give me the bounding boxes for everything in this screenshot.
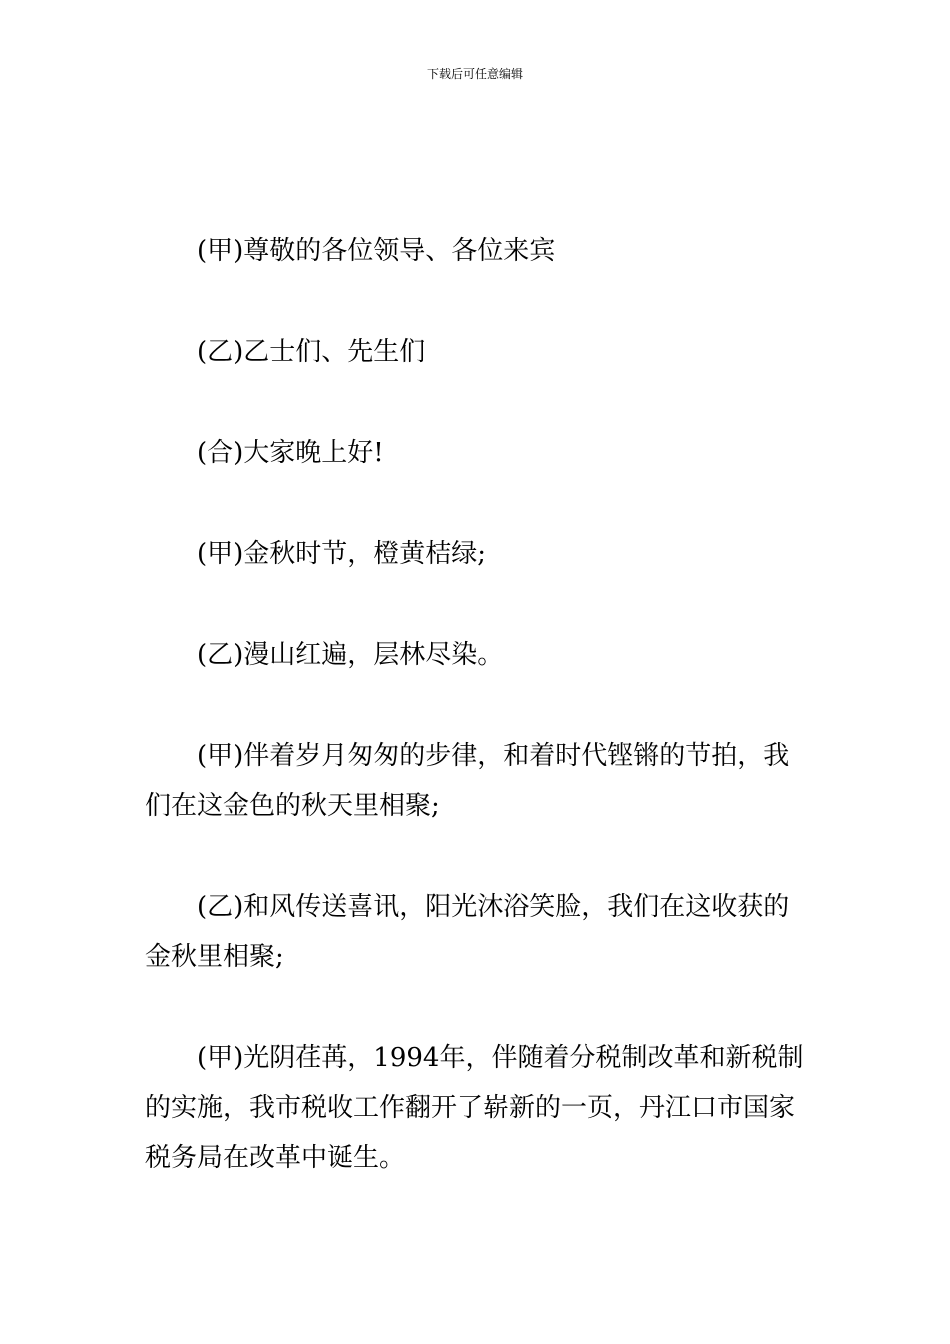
page-header: 下载后可任意编辑 bbox=[426, 67, 523, 81]
paragraph-greeting-audience: (乙)乙士们、先生们 bbox=[197, 337, 426, 367]
paragraph-gather-golden-autumn: (甲)伴着岁月匆匆的步律，和着时代铿锵的节拍，我们在这金色的秋天里相聚; bbox=[145, 741, 790, 821]
paragraph-greeting-leaders: (甲)尊敬的各位领导、各位来宾 bbox=[197, 236, 556, 266]
document-body bbox=[145, 226, 810, 1183]
paragraph-gather-harvest: (乙)和风传送喜讯，阳光沐浴笑脸，我们在这收获的金秋里相聚; bbox=[145, 892, 790, 972]
paragraph-autumn-season: (甲)金秋时节，橙黄桔绿; bbox=[197, 539, 487, 569]
paragraph-mountains-red: (乙)漫山红遍，层林尽染。 bbox=[197, 640, 504, 670]
paragraph-greeting-evening: (合)大家晚上好! bbox=[197, 438, 384, 468]
paragraph-tax-bureau-history: (甲)光阴荏苒，1994年，伴随着分税制改革和新税制的实施，我市税收工作翻开了崭新的一页，丹江口市国家税务局在改革中诞生。 bbox=[145, 1043, 804, 1173]
